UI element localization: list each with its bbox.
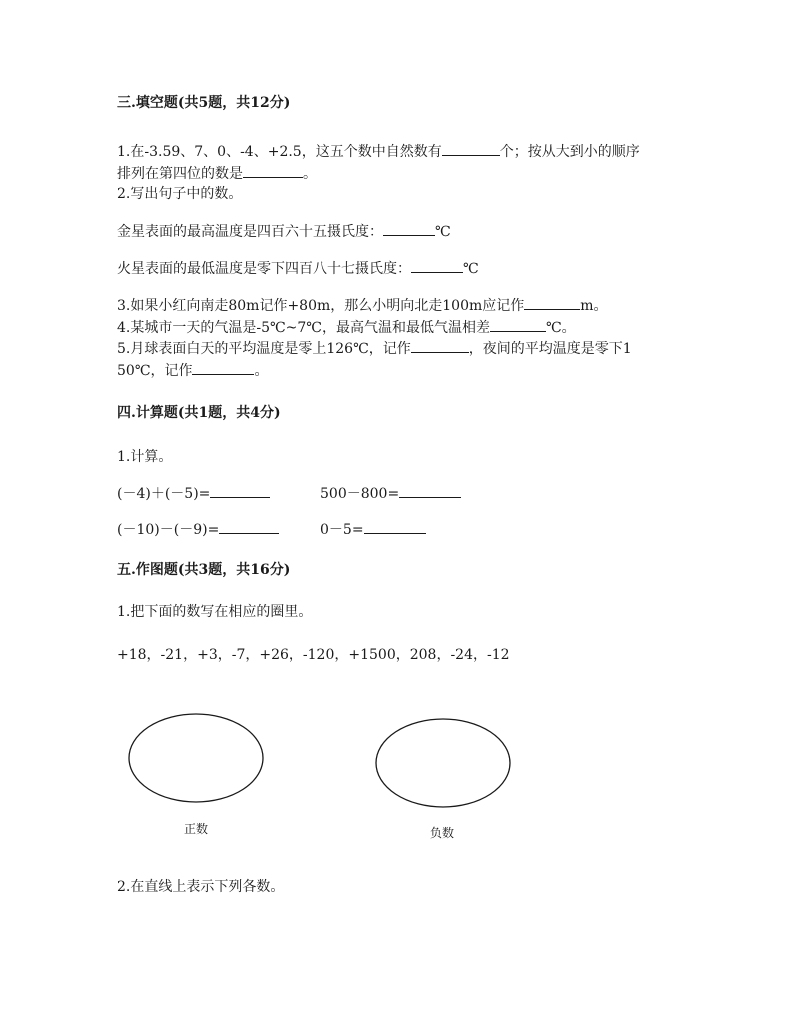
question-1-text-c: 排列在第四位的数是 <box>117 166 243 182</box>
question-3-text: 3.如果小红向南走80m记作+80m，那么小明向北走100m应记作 <box>117 298 525 314</box>
section-5-heading: 五.作图题(共3题，共16分) <box>117 562 291 578</box>
question-1-text-b: 个；按从大到小的顺序 <box>499 144 640 160</box>
number-list: +18，-21，+3，-7，+26，-120，+1500，208，-24，-12 <box>117 647 510 663</box>
question-4-text: 4.某城市一天的气温是-5℃~7℃，最高气温和最低气温相差 <box>117 320 490 336</box>
question-1-text-d: 。 <box>303 166 317 182</box>
mars-text: 火星表面的最低温度是零下四百八十七摄氏度： <box>117 261 411 277</box>
expression-4-text: 0－5= <box>320 522 364 538</box>
positive-label: 正数 <box>184 822 209 836</box>
question-5-text-a: 5.月球表面白天的平均温度是零上126℃，记作 <box>117 341 411 357</box>
venus-text: 金星表面的最高温度是四百六十五摄氏度： <box>117 224 383 240</box>
negative-label: 负数 <box>430 826 455 840</box>
expression-2-text: 500－800= <box>320 486 400 502</box>
section-3-heading: 三.填空题(共5题，共12分) <box>117 95 291 111</box>
drawing-question-2: 2.在直线上表示下列各数。 <box>117 879 285 895</box>
celsius-unit: ℃ <box>463 261 479 277</box>
question-5-text-b: ，夜间的平均温度是零下1 <box>468 341 632 357</box>
question-4-unit: ℃。 <box>545 320 576 336</box>
negative-circle[interactable] <box>376 719 510 807</box>
section-4-heading: 四.计算题(共1题，共4分) <box>117 405 281 421</box>
drawing-question-1: 1.把下面的数写在相应的圈里。 <box>117 604 313 620</box>
positive-circle[interactable] <box>129 714 263 802</box>
question-2: 2.写出句子中的数。 <box>117 186 243 202</box>
question-5-text-d: 。 <box>254 363 269 379</box>
question-1-text-a: 1.在-3.59、7、0、-4、+2.5，这五个数中自然数有 <box>117 144 442 160</box>
question-3-unit: m。 <box>580 298 608 314</box>
calc-question: 1.计算。 <box>117 449 173 465</box>
expression-1-text: (－4)＋(－5)= <box>117 486 211 502</box>
question-5-text-c: 50℃，记作 <box>117 363 193 379</box>
expression-3-text: (－10)－(－9)= <box>117 522 220 538</box>
celsius-unit: ℃ <box>435 224 451 240</box>
